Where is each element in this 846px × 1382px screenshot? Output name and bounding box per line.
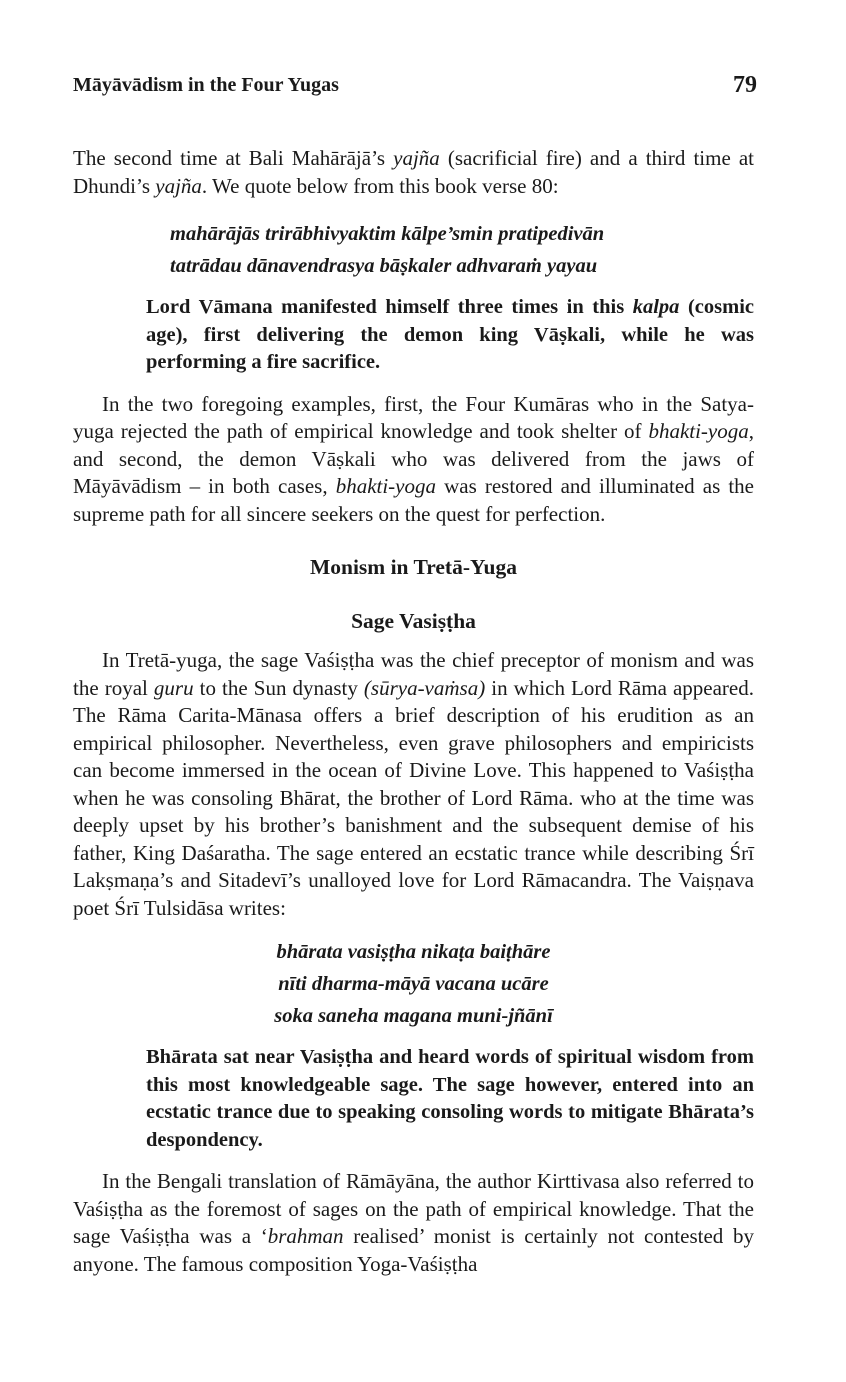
page-number: 79: [733, 72, 757, 98]
sanskrit-verse-1: [170, 218, 754, 282]
verse-line: tatrādau dānavendrasya bāṣkaler adhvaraṁ yayau: [170, 255, 598, 277]
subsection-heading: Sage Vasiṣṭha: [351, 609, 476, 633]
paragraph-1: The second time at Bali Mahārājā’s yajña (sacrificial fire) and a third time at Dhundi’s yajña. We quote below from this book verse 80:: [73, 146, 754, 198]
paragraph-3: In Tretā-yuga, the sage Vaśiṣṭha was the chief preceptor of monism and was the royal guru to the Sun dynasty (sūrya-vaṁsa) in which Lord Rāma appeared. The Rāma Carita-Mānasa offers a brief description of his erudition as an empirical philosopher. Nevertheless, even grave philosophers and empiricists can become immersed in the ocean of Divine Love. This happened to Vaśiṣṭha when he was consoling Bhārat, the brother of Lord Rāma. who at the time was deeply upset by his brother’s banishment and the subsequent demise of his father, King Daśaratha. The sage entered an ecstatic trance while describing Śrī Lakṣmaṇa’s and Sitadevī’s unalloyed love for Lord Rāmacandra. The Vaiṣṇava poet Śrī Tulsidāsa writes:: [73, 648, 754, 920]
paragraph-2: In the two foregoing examples, first, the Four Kumāras who in the Satya-yuga rejected the path of empirical knowledge and took shelter of bhakti-yoga, and second, the demon Vāṣkali who was delivered from the jaws of Māyāvādism – in both cases, bhakti-yoga was restored and illuminated as the supreme path for all sincere seekers on the quest for perfection.: [73, 391, 754, 526]
verse-line: mahārājās trirābhivyaktim kālpe’smin pratipedivān: [170, 223, 605, 245]
verse-line: nīti dharma-māyā vacana ucāre: [278, 973, 549, 995]
verse-translation-1: Lord Vāmana manifested himself three times in this kalpa (cosmic age), first delivering the demon king Vāṣkali, while he was performing a fire sacrifice.: [146, 296, 754, 373]
page-body: [73, 145, 754, 1278]
paragraph-4: In the Bengali translation of Rāmāyāna, the author Kirttivasa also referred to Vaśiṣṭha as the foremost of sages on the path of empirical knowledge. That the sage Vaśiṣṭha was a ‘brahman realised’ monist is certainly not contested by anyone. The famous composition Yoga-Vaśiṣṭha: [73, 1169, 754, 1276]
page-header: [73, 74, 757, 104]
verse-line: bhārata vasiṣṭha nikaṭa baiṭhāre: [276, 941, 551, 963]
verse-translation-2: Bhārata sat near Vasiṣṭha and heard words of spiritual wisdom from this most knowledgeable sage. The sage however, entered into an ecstatic trance due to speaking consoling words to mitigate Bhārata’s despondency.: [146, 1046, 754, 1151]
running-title: Māyāvādism in the Four Yugas: [73, 74, 339, 96]
verse-line: soka saneha magana muni-jñānī: [274, 1005, 553, 1027]
section-heading: Monism in Tretā-Yuga: [309, 555, 518, 579]
sanskrit-verse-2: [73, 936, 754, 1032]
